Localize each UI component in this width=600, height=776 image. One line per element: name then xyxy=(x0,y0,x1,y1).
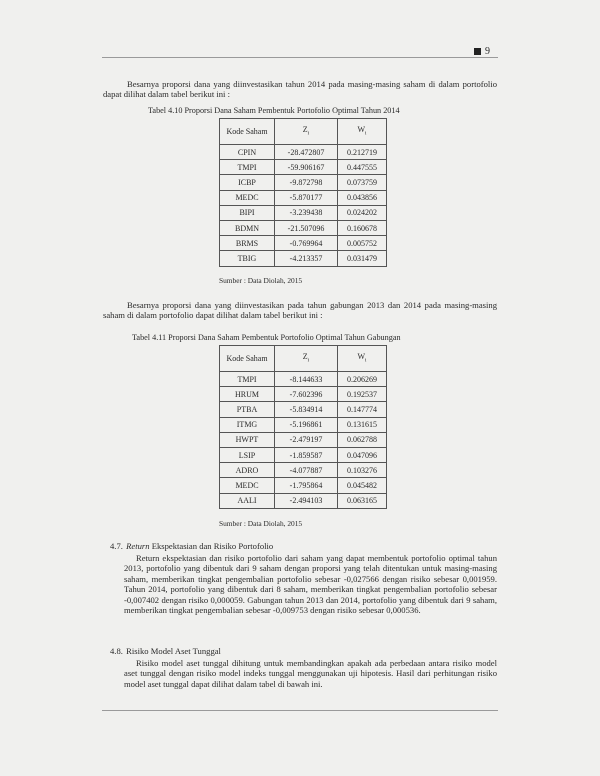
header-kode-saham: Kode Saham xyxy=(220,119,275,145)
table-row xyxy=(220,160,387,175)
cell-wi: 0.045482 xyxy=(338,478,387,493)
cell-kode: MEDC xyxy=(220,190,275,205)
cell-kode: ICBP xyxy=(220,175,275,190)
cell-kode: HRUM xyxy=(220,387,275,402)
paragraph-text: Besarnya proporsi dana yang diinvestasikan pada tahun gabungan 2013 dan 2014 pada masing-masing saham di dalam portofolio dapat dilihat dalam tabel berikut ini : xyxy=(103,300,497,321)
table-proporsi-2014 xyxy=(219,118,387,267)
table-row xyxy=(220,417,387,432)
table-proporsi-gabungan xyxy=(219,345,387,509)
paragraph-risiko-aset-tunggal xyxy=(124,658,497,689)
cell-zi: -1.795864 xyxy=(275,478,338,493)
cell-wi: 0.043856 xyxy=(338,190,387,205)
cell-kode: MEDC xyxy=(220,478,275,493)
cell-kode: ITMG xyxy=(220,417,275,432)
cell-kode: CPIN xyxy=(220,145,275,160)
cell-wi: 0.073759 xyxy=(338,175,387,190)
cell-kode: AALI xyxy=(220,493,275,508)
cell-kode: HWPT xyxy=(220,432,275,447)
table-row xyxy=(220,175,387,190)
cell-zi: -28.472807 xyxy=(275,145,338,160)
cell-zi: -2.479197 xyxy=(275,432,338,447)
cell-kode: LSIP xyxy=(220,447,275,462)
table-row xyxy=(220,463,387,478)
cell-zi: -2.494103 xyxy=(275,493,338,508)
table-header-row xyxy=(220,119,387,145)
footer-rule xyxy=(102,710,498,711)
cell-zi: -0.769964 xyxy=(275,236,338,251)
cell-zi: -3.239438 xyxy=(275,205,338,220)
cell-zi: -9.872798 xyxy=(275,175,338,190)
cell-wi: 0.147774 xyxy=(338,402,387,417)
table-row xyxy=(220,402,387,417)
header-zi: $Z_i$ xyxy=(275,346,338,372)
paragraph-intro-gabungan xyxy=(103,300,497,321)
table-row xyxy=(220,236,387,251)
cell-kode: TBIG xyxy=(220,251,275,266)
square-bullet-icon xyxy=(474,48,481,55)
cell-wi: 0.212719 xyxy=(338,145,387,160)
heading-italic: Return xyxy=(126,541,150,551)
table-row xyxy=(220,493,387,508)
table-source-4-10: Sumber : Data Diolah, 2015 xyxy=(219,276,303,285)
cell-kode: TMPI xyxy=(220,372,275,387)
cell-wi: 0.206269 xyxy=(338,372,387,387)
cell-wi: 0.063165 xyxy=(338,493,387,508)
paragraph-intro-2014 xyxy=(103,79,497,100)
paragraph-return-risiko xyxy=(124,553,497,615)
section-heading-4-7: 4.7. Return Ekspektasian dan Risiko Portofolio xyxy=(110,541,274,551)
cell-kode: BDMN xyxy=(220,220,275,235)
header-zi: $Z_i$ xyxy=(275,119,338,145)
table-row xyxy=(220,251,387,266)
cell-wi: 0.447555 xyxy=(338,160,387,175)
cell-wi: 0.192537 xyxy=(338,387,387,402)
heading-text: Ekspektasian dan Risiko Portofolio xyxy=(149,541,274,551)
paragraph-text: Besarnya proporsi dana yang diinvestasikan tahun 2014 pada masing-masing saham di dalam portofolio dapat dilihat dalam tabel berikut ini : xyxy=(103,79,497,100)
cell-kode: PTBA xyxy=(220,402,275,417)
cell-wi: 0.047096 xyxy=(338,447,387,462)
paragraph-text: Risiko model aset tunggal dihitung untuk membandingkan apakah ada perbedaan antara risiko model aset tunggal dengan risiko model indeks tunggal menggunakan uji hipotesis. Hasil dari perhitungan risiko model aset tunggal dapat dilihat dalam tabel di bawah ini. xyxy=(124,658,497,689)
table-caption-4-10: Tabel 4.10 Proporsi Dana Saham Pembentuk Portofolio Optimal Tahun 2014 xyxy=(148,106,400,115)
header-wi: $W_i$ xyxy=(338,346,387,372)
table-caption-4-11: Tabel 4.11 Proporsi Dana Saham Pembentuk Portofolio Optimal Tahun Gabungan xyxy=(132,333,401,342)
cell-kode: ADRO xyxy=(220,463,275,478)
table-row xyxy=(220,387,387,402)
cell-wi: 0.005752 xyxy=(338,236,387,251)
cell-wi: 0.103276 xyxy=(338,463,387,478)
table-row xyxy=(220,432,387,447)
cell-wi: 0.062788 xyxy=(338,432,387,447)
cell-kode: TMPI xyxy=(220,160,275,175)
cell-zi: -1.859587 xyxy=(275,447,338,462)
table-row xyxy=(220,447,387,462)
table-row xyxy=(220,478,387,493)
table-row xyxy=(220,220,387,235)
heading-text: Risiko Model Aset Tunggal xyxy=(126,646,221,656)
page-number-text: 9 xyxy=(485,46,490,57)
table-header-row xyxy=(220,346,387,372)
cell-zi: -4.213357 xyxy=(275,251,338,266)
section-heading-4-8: 4.8. Risiko Model Aset Tunggal xyxy=(110,646,221,656)
paragraph-text: Return ekspektasian dan risiko portofolio dari saham yang dapat membentuk portofolio optimal tahun 2013, portofolio yang dibentuk dari 9 saham dengan proporsi yang telah ditentukan untuk masing-masing saham, memberikan tingkat pengembalian portofolio sebesar -0,027566 dengan risiko sebesar 0,001959. Tahun 2014, portofolio yang dibentuk dari 8 saham, memberikan tingkat pengembalian portofolio sebesar -0,007402 dengan risiko 0,000059. Gabungan tahun 2013 dan 2014, portofolio yang dibentuk dari 9 saham, memberikan tingkat pengembalian sebesar -0,009753 dengan risiko sebesar 0,000536. xyxy=(124,553,497,616)
cell-zi: -7.602396 xyxy=(275,387,338,402)
cell-zi: -8.144633 xyxy=(275,372,338,387)
table-row xyxy=(220,190,387,205)
cell-wi: 0.031479 xyxy=(338,251,387,266)
table-row xyxy=(220,145,387,160)
cell-wi: 0.160678 xyxy=(338,220,387,235)
header-kode-saham: Kode Saham xyxy=(220,346,275,372)
table-row xyxy=(220,205,387,220)
table-source-4-11: Sumber : Data Diolah, 2015 xyxy=(219,519,303,528)
cell-zi: -21.507096 xyxy=(275,220,338,235)
cell-kode: BIPI xyxy=(220,205,275,220)
page-number xyxy=(474,46,490,57)
cell-wi: 0.131615 xyxy=(338,417,387,432)
cell-zi: -59.906167 xyxy=(275,160,338,175)
cell-zi: -5.196861 xyxy=(275,417,338,432)
cell-wi: 0.024202 xyxy=(338,205,387,220)
cell-kode: BRMS xyxy=(220,236,275,251)
cell-zi: -5.834914 xyxy=(275,402,338,417)
header-rule xyxy=(102,57,498,58)
header-wi: $W_i$ xyxy=(338,119,387,145)
cell-zi: -5.870177 xyxy=(275,190,338,205)
cell-zi: -4.077887 xyxy=(275,463,338,478)
table-row xyxy=(220,372,387,387)
